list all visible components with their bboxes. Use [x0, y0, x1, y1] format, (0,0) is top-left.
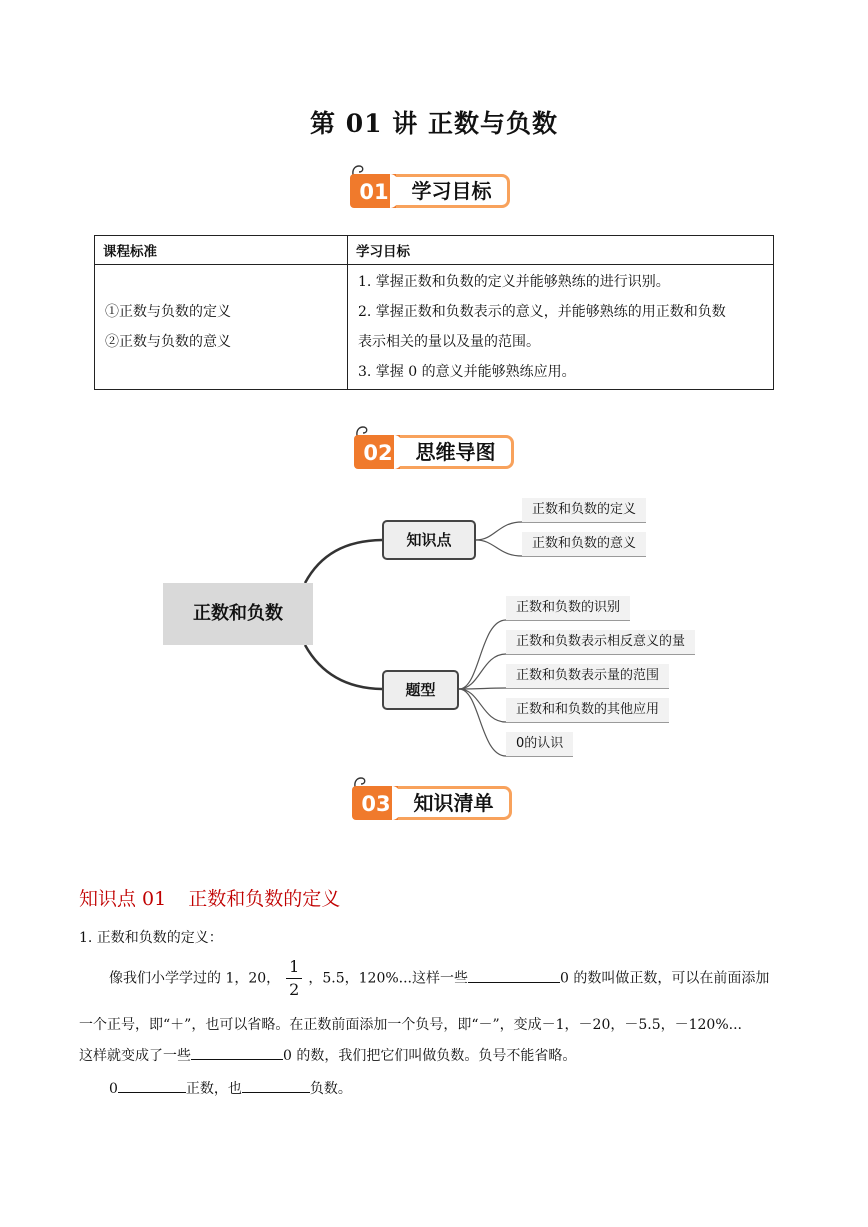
section-badge-03: [350, 774, 520, 834]
text-span: 负数。: [309, 1081, 352, 1097]
mindmap-leaf: 0的认识: [506, 732, 573, 757]
header-objective: 学习目标: [348, 236, 774, 265]
text-span: 0: [109, 1081, 118, 1097]
header-standard: 课程标准: [95, 236, 348, 265]
page-title: 第 01 讲 正数与负数: [310, 109, 558, 138]
knowledge-heading: [79, 884, 340, 911]
section-label: 知识清单: [398, 786, 512, 820]
objective-line: 2. 掌握正数和负数表示的意义，并能够熟练的用正数和负数: [358, 304, 726, 320]
mindmap-leaf: 正数和负数的意义: [522, 532, 646, 557]
text-span: 像我们小学学过的 1，20，: [109, 970, 281, 987]
fill-blank[interactable]: [468, 968, 560, 983]
knowledge-title: 正数和负数的定义: [188, 888, 341, 910]
mindmap-branch-knowledge: 知识点: [382, 520, 476, 560]
text-span: 0 的数叫做正数，可以在前面添加: [560, 970, 770, 987]
section-number: 02: [354, 435, 402, 469]
section-number: 01: [350, 174, 398, 208]
fill-blank[interactable]: [118, 1078, 186, 1093]
section-label: 学习目标: [396, 174, 510, 208]
standard-item: ②正数与负数的意义: [105, 334, 231, 350]
text-span: 这样就变成了一些: [79, 1048, 191, 1064]
mindmap-leaf: 正数和负数表示相反意义的量: [506, 630, 695, 655]
definition-item: 1. 正数和负数的定义：: [79, 930, 223, 946]
mindmap-leaf: 正数和负数表示量的范围: [506, 664, 669, 689]
objective-line: 3. 掌握 0 的意义并能够熟练应用。: [358, 364, 576, 380]
standard-item: ①正数与负数的定义: [105, 304, 231, 320]
objective-line: 1. 掌握正数和负数的定义并能够熟练的进行识别。: [358, 274, 670, 290]
paragraph-line: [109, 1078, 352, 1098]
text-span: ，5.5，120%...这样一些: [308, 970, 468, 987]
mindmap-center: 正数和负数: [163, 583, 313, 645]
fill-blank[interactable]: [191, 1045, 283, 1060]
fraction-numerator: 1: [286, 956, 302, 979]
paragraph-line: 一个正号，即“＋”，也可以省略。在正数前面添加一个负号，即“－”，变成－1，－20，－5.5，－120%...: [79, 1017, 742, 1033]
knowledge-number: 知识点 01: [79, 888, 167, 910]
objective-line: 表示相关的量以及量的范围。: [358, 334, 540, 350]
mindmap-leaf: 正数和负数的定义: [522, 498, 646, 523]
paragraph-line: [79, 1045, 576, 1065]
paragraph-line: [109, 956, 769, 1001]
fraction-denominator: 2: [289, 980, 300, 999]
mindmap-branch-types: 题型: [382, 670, 459, 710]
text-span: 正数，也: [185, 1081, 242, 1097]
section-label: 思维导图: [400, 435, 514, 469]
mindmap-leaf: 正数和和负数的其他应用: [506, 698, 669, 723]
section-number: 03: [352, 786, 400, 820]
text-span: 0 的数，我们把它们叫做负数。负号不能省略。: [283, 1048, 577, 1064]
fraction: [286, 956, 302, 1001]
fill-blank[interactable]: [242, 1078, 310, 1093]
mindmap-leaf: 正数和负数的识别: [506, 596, 630, 621]
